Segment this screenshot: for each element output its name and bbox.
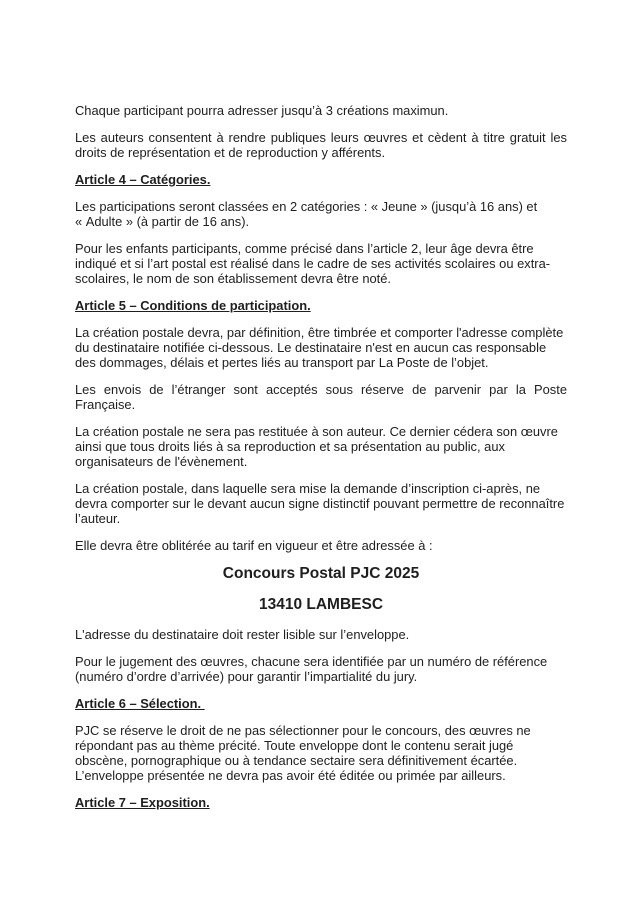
paragraph-envois-etranger: Les envois de l’étranger sont acceptés sous réserve de parvenir par la Poste Française. <box>75 382 567 412</box>
paragraph-max-creations: Chaque participant pourra adresser jusqu’à 3 créations maximun. <box>75 103 449 118</box>
article-6-heading: Article 6 – Sélection. <box>75 696 205 711</box>
article-5-heading: Article 5 – Conditions de participation. <box>75 298 311 313</box>
paragraph-selection: PJC se réserve le droit de ne pas sélectionner pour le concours, des œuvres ne répondant pas au thème précité. Toute enveloppe dont le contenu serait jugé obscène, pornographique ou à tendance sectaire sera définitivement écartée. L’enveloppe présentée ne devra pas avoir été éditée ou primée par ailleurs. <box>75 723 531 783</box>
paragraph-categories: Les participations seront classées en 2 catégories : « Jeune » (jusqu’à 16 ans) et « Adulte » (à partir de 16 ans). <box>75 199 538 229</box>
paragraph-signe-distinctif: La création postale, dans laquelle sera mise la demande d’inscription ci-après, ne devra comporter sur le devant aucun signe distinctif pouvant permettre de reconnaître l’auteur. <box>75 481 565 526</box>
paragraph-creation-timbree: La création postale devra, par définition, être timbrée et comporter l'adresse complète du destinataire notifiée ci-dessous. Le destinataire n'est en aucun cas responsable des dommages, délais et pertes liés au transport par La Poste de l’objet. <box>75 325 564 370</box>
paragraph-adresse-lisible: L'adresse du destinataire doit rester lisible sur l’enveloppe. <box>75 627 410 642</box>
paragraph-obliteree: Elle devra être oblitérée au tarif en vigueur et être adressée à : <box>75 538 433 553</box>
paragraph-non-restituee: La création postale ne sera pas restituée à son auteur. Ce dernier cédera son œuvre ainsi que tous droits liés à sa reproduction et sa présentation au public, aux organisateurs de l'évènement. <box>75 424 558 469</box>
paragraph-enfants-participants: Pour les enfants participants, comme précisé dans l’article 2, leur âge devra être indiqué et si l’art postal est réalisé dans le cadre de ses activités scolaires ou extra-scolaires, le nom de son établissement devra être noté. <box>75 241 551 286</box>
article-7-heading: Article 7 – Exposition. <box>75 795 210 810</box>
article-4-heading: Article 4 – Catégories. <box>75 172 211 187</box>
address-line-concours: Concours Postal PJC 2025 <box>222 565 420 582</box>
paragraph-droits-auteurs: Les auteurs consentent à rendre publiques leurs œuvres et cèdent à titre gratuit les droits de représentation et de reproduction y afférents. <box>75 130 567 160</box>
address-line-ville: 13410 LAMBESC <box>258 596 384 613</box>
paragraph-jugement: Pour le jugement des œuvres, chacune sera identifiée par un numéro de référence (numéro d’ordre d’arrivée) pour garantir l’impartialité du jury. <box>75 654 548 684</box>
